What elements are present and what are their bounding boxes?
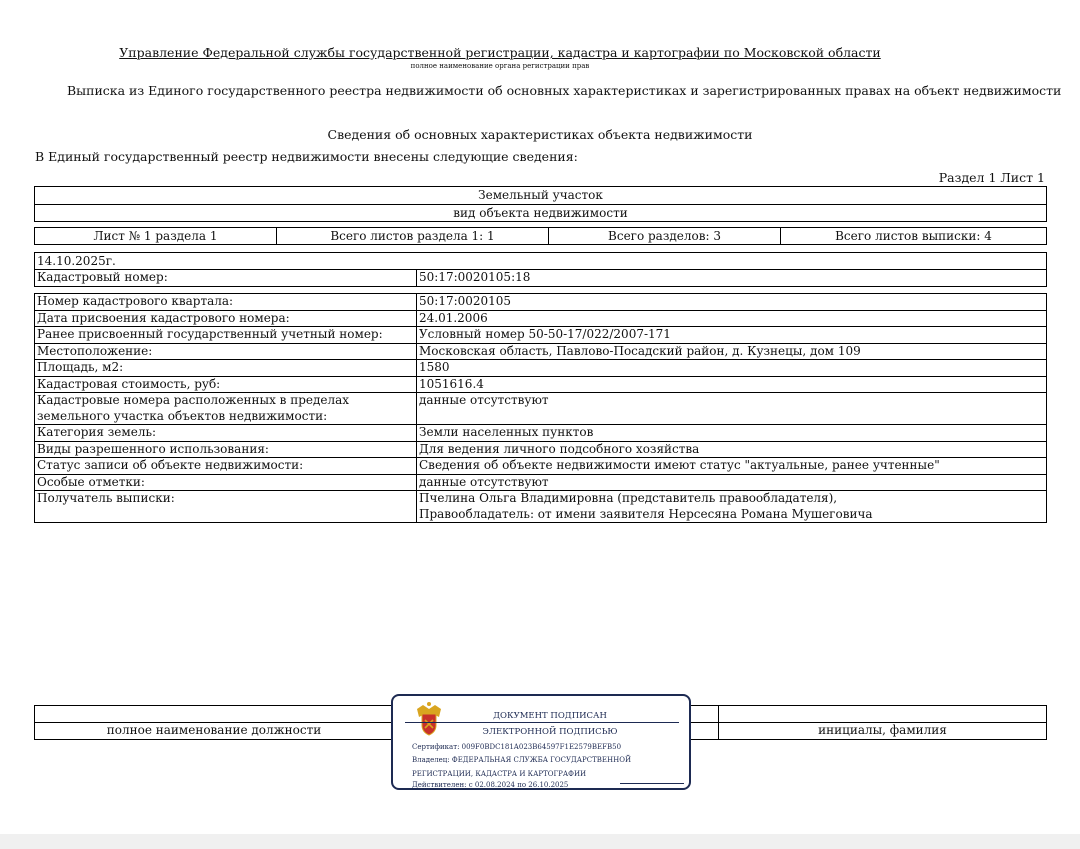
row-label: Кадастровые номера расположенных в пределах земельного участка объектов недвижимости: xyxy=(35,393,417,425)
table-row xyxy=(35,474,1047,491)
stamp-line-2: ЭЛЕКТРОННОЙ ПОДПИСЬЮ xyxy=(482,727,618,737)
table-row xyxy=(35,441,1047,458)
cadastral-value: 50:17:0020105:18 xyxy=(417,270,1047,287)
table-row xyxy=(35,458,1047,475)
row-value xyxy=(417,491,1047,523)
row-value: Московская область, Павлово-Посадский район, д. Кузнецы, дом 109 xyxy=(417,343,1047,360)
organization-caption: полное наименование органа регистрации прав xyxy=(410,62,590,70)
total-sections: Всего разделов: 3 xyxy=(549,228,781,244)
row-label: Номер кадастрового квартала: xyxy=(35,294,417,311)
position-caption: полное наименование должности xyxy=(35,723,394,740)
table-row xyxy=(35,310,1047,327)
row-label: Местоположение: xyxy=(35,343,417,360)
row-value: Сведения об объекте недвижимости имеют статус "актуальные, ранее учтенные" xyxy=(417,458,1047,475)
table-row xyxy=(35,425,1047,442)
sheet-info-row xyxy=(34,227,1047,245)
row-value: 50:17:0020105 xyxy=(417,294,1047,311)
total-sheets-extract: Всего листов выписки: 4 xyxy=(835,229,992,243)
recipient-line-1: Пчелина Ольга Владимировна (представитель правообладателя), xyxy=(419,491,838,505)
object-type: Земельный участок xyxy=(478,188,603,202)
section-title: Сведения об основных характеристиках объекта недвижимости xyxy=(327,127,753,142)
stamp-owner-line-1: Владелец: ФЕДЕРАЛЬНАЯ СЛУЖБА ГОСУДАРСТВЕННОЙ xyxy=(412,756,632,764)
row-value: 24.01.2006 xyxy=(417,310,1047,327)
row-label: Категория земель: xyxy=(35,425,417,442)
row-value: данные отсутствуют xyxy=(417,393,1047,425)
organization-name: Управление Федеральной службы государственной регистрации, кадастра и картографии по Московской области xyxy=(119,45,881,60)
object-type-caption: вид объекта недвижимости xyxy=(35,204,1046,222)
stamp-certificate: Сертификат: 009F0BDC181A023B64597F1E2579BEFB50 xyxy=(412,743,622,751)
row-value: Земли населенных пунктов xyxy=(417,425,1047,442)
table-row xyxy=(35,376,1047,393)
extract-title: Выписка из Единого государственного реестра недвижимости об основных характеристиках и зарегистрированных правах на объект недвижимости xyxy=(67,83,1062,98)
total-sheets-section: Всего листов раздела 1: 1 xyxy=(277,228,549,244)
row-value: 1580 xyxy=(417,360,1047,377)
row-label: Ранее присвоенный государственный учетный номер: xyxy=(35,327,417,344)
row-label: Статус записи об объекте недвижимости: xyxy=(35,458,417,475)
table-row xyxy=(35,491,1047,523)
table-row xyxy=(35,294,1047,311)
bottom-bar xyxy=(0,834,1080,849)
row-label: Особые отметки: xyxy=(35,474,417,491)
table-row xyxy=(35,360,1047,377)
sheet-reference: Раздел 1 Лист 1 xyxy=(938,170,1045,185)
sheet-number: Лист № 1 раздела 1 xyxy=(35,228,277,244)
row-label: Получатель выписки: xyxy=(35,491,417,523)
stamp-line-1: ДОКУМЕНТ ПОДПИСАН xyxy=(493,711,607,721)
stamp-owner-line-2: РЕГИСТРАЦИИ, КАДАСТРА И КАРТОГРАФИИ xyxy=(412,770,587,778)
electronic-signature-stamp xyxy=(391,694,691,790)
table-row xyxy=(35,327,1047,344)
table-row xyxy=(35,343,1047,360)
characteristics-table xyxy=(34,293,1047,523)
recipient-line-2: Правообладатель: от имени заявителя Нерсесяна Романа Мушеговича xyxy=(419,506,873,521)
section-intro: В Единый государственный реестр недвижимости внесены следующие сведения: xyxy=(35,149,578,164)
cadastral-number-table xyxy=(34,269,1047,287)
table-row xyxy=(35,393,1047,425)
row-label: Дата присвоения кадастрового номера: xyxy=(35,310,417,327)
row-value: Для ведения личного подсобного хозяйства xyxy=(417,441,1047,458)
row-value: 1051616.4 xyxy=(417,376,1047,393)
extract-date: 14.10.2025г. xyxy=(35,253,1046,270)
stamp-validity: Действителен: с 02.08.2024 по 26.10.2025 xyxy=(412,781,569,789)
row-label: Виды разрешенного использования: xyxy=(35,441,417,458)
cadastral-label: Кадастровый номер: xyxy=(35,270,417,287)
object-type-box xyxy=(34,186,1047,222)
row-value: данные отсутствуют xyxy=(417,474,1047,491)
name-caption: инициалы, фамилия xyxy=(719,723,1047,740)
table-row xyxy=(35,270,1047,287)
row-value: Условный номер 50-50-17/022/2007-171 xyxy=(417,327,1047,344)
row-label: Кадастровая стоимость, руб: xyxy=(35,376,417,393)
row-label: Площадь, м2: xyxy=(35,360,417,377)
